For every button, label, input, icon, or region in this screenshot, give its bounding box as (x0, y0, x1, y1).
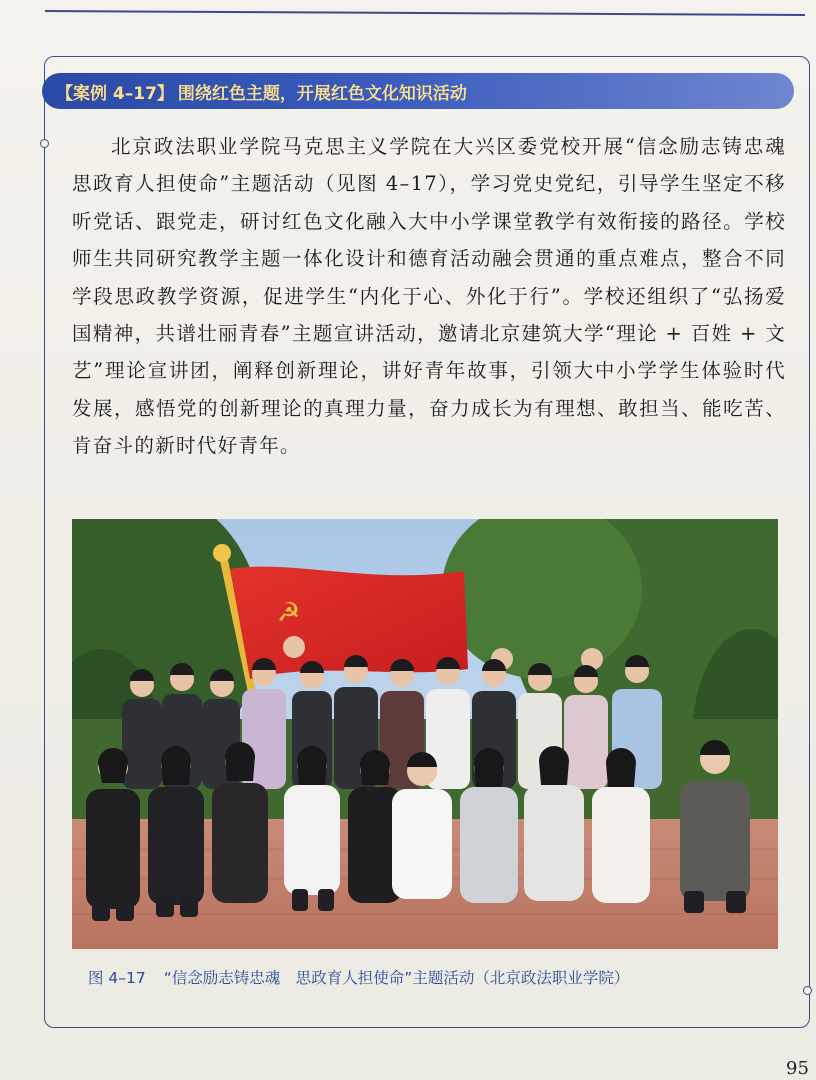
svg-text:☭: ☭ (277, 598, 301, 628)
frame-ornament-left (40, 139, 49, 148)
group-photo-illustration (72, 519, 778, 949)
figure-number: 图 4–17 (88, 969, 146, 987)
case-banner (42, 73, 794, 109)
body-paragraph: 北京政法职业学院马克思主义学院在大兴区委党校开展“信念励志铸忠魂 思政育人担使命”主题活动（见图 4–17），学习党史党纪，引导学生坚定不移听党话、跟党走，研讨红色文化融入大中小学课堂教学有效衔接的路径。学校师生共同研究教学主题一体化设计和德育活动融会贯通的重点难点，整合不同学段思政教学资源，促进学生“内化于心、外化于行”。学校还组织了“弘扬爱国精神，共谱壮丽青春”主题宣讲活动，邀请北京建筑大学“理论 + 百姓 + 文艺”理论宣讲团，阐释创新理论，讲好青年故事，引领大中小学学生体验时代发展，感悟党的创新理论的真理力量，奋力成长为有理想、敢担当、能吃苦、肯奋斗的新时代好青年。 (72, 135, 807, 458)
case-title: 围绕红色主题，开展红色文化知识活动 (177, 83, 467, 104)
page-number: 95 (786, 1058, 809, 1079)
case-label: 【案例 4–17】 (56, 83, 174, 104)
group-photo (72, 519, 778, 949)
figure-caption-text: “信念励志铸忠魂 思政育人担使命”主题活动（北京政法职业学院） (163, 969, 630, 987)
figure-caption (88, 966, 788, 988)
top-rule (45, 10, 805, 16)
body-text (72, 128, 807, 465)
frame-ornament-right (803, 986, 812, 995)
